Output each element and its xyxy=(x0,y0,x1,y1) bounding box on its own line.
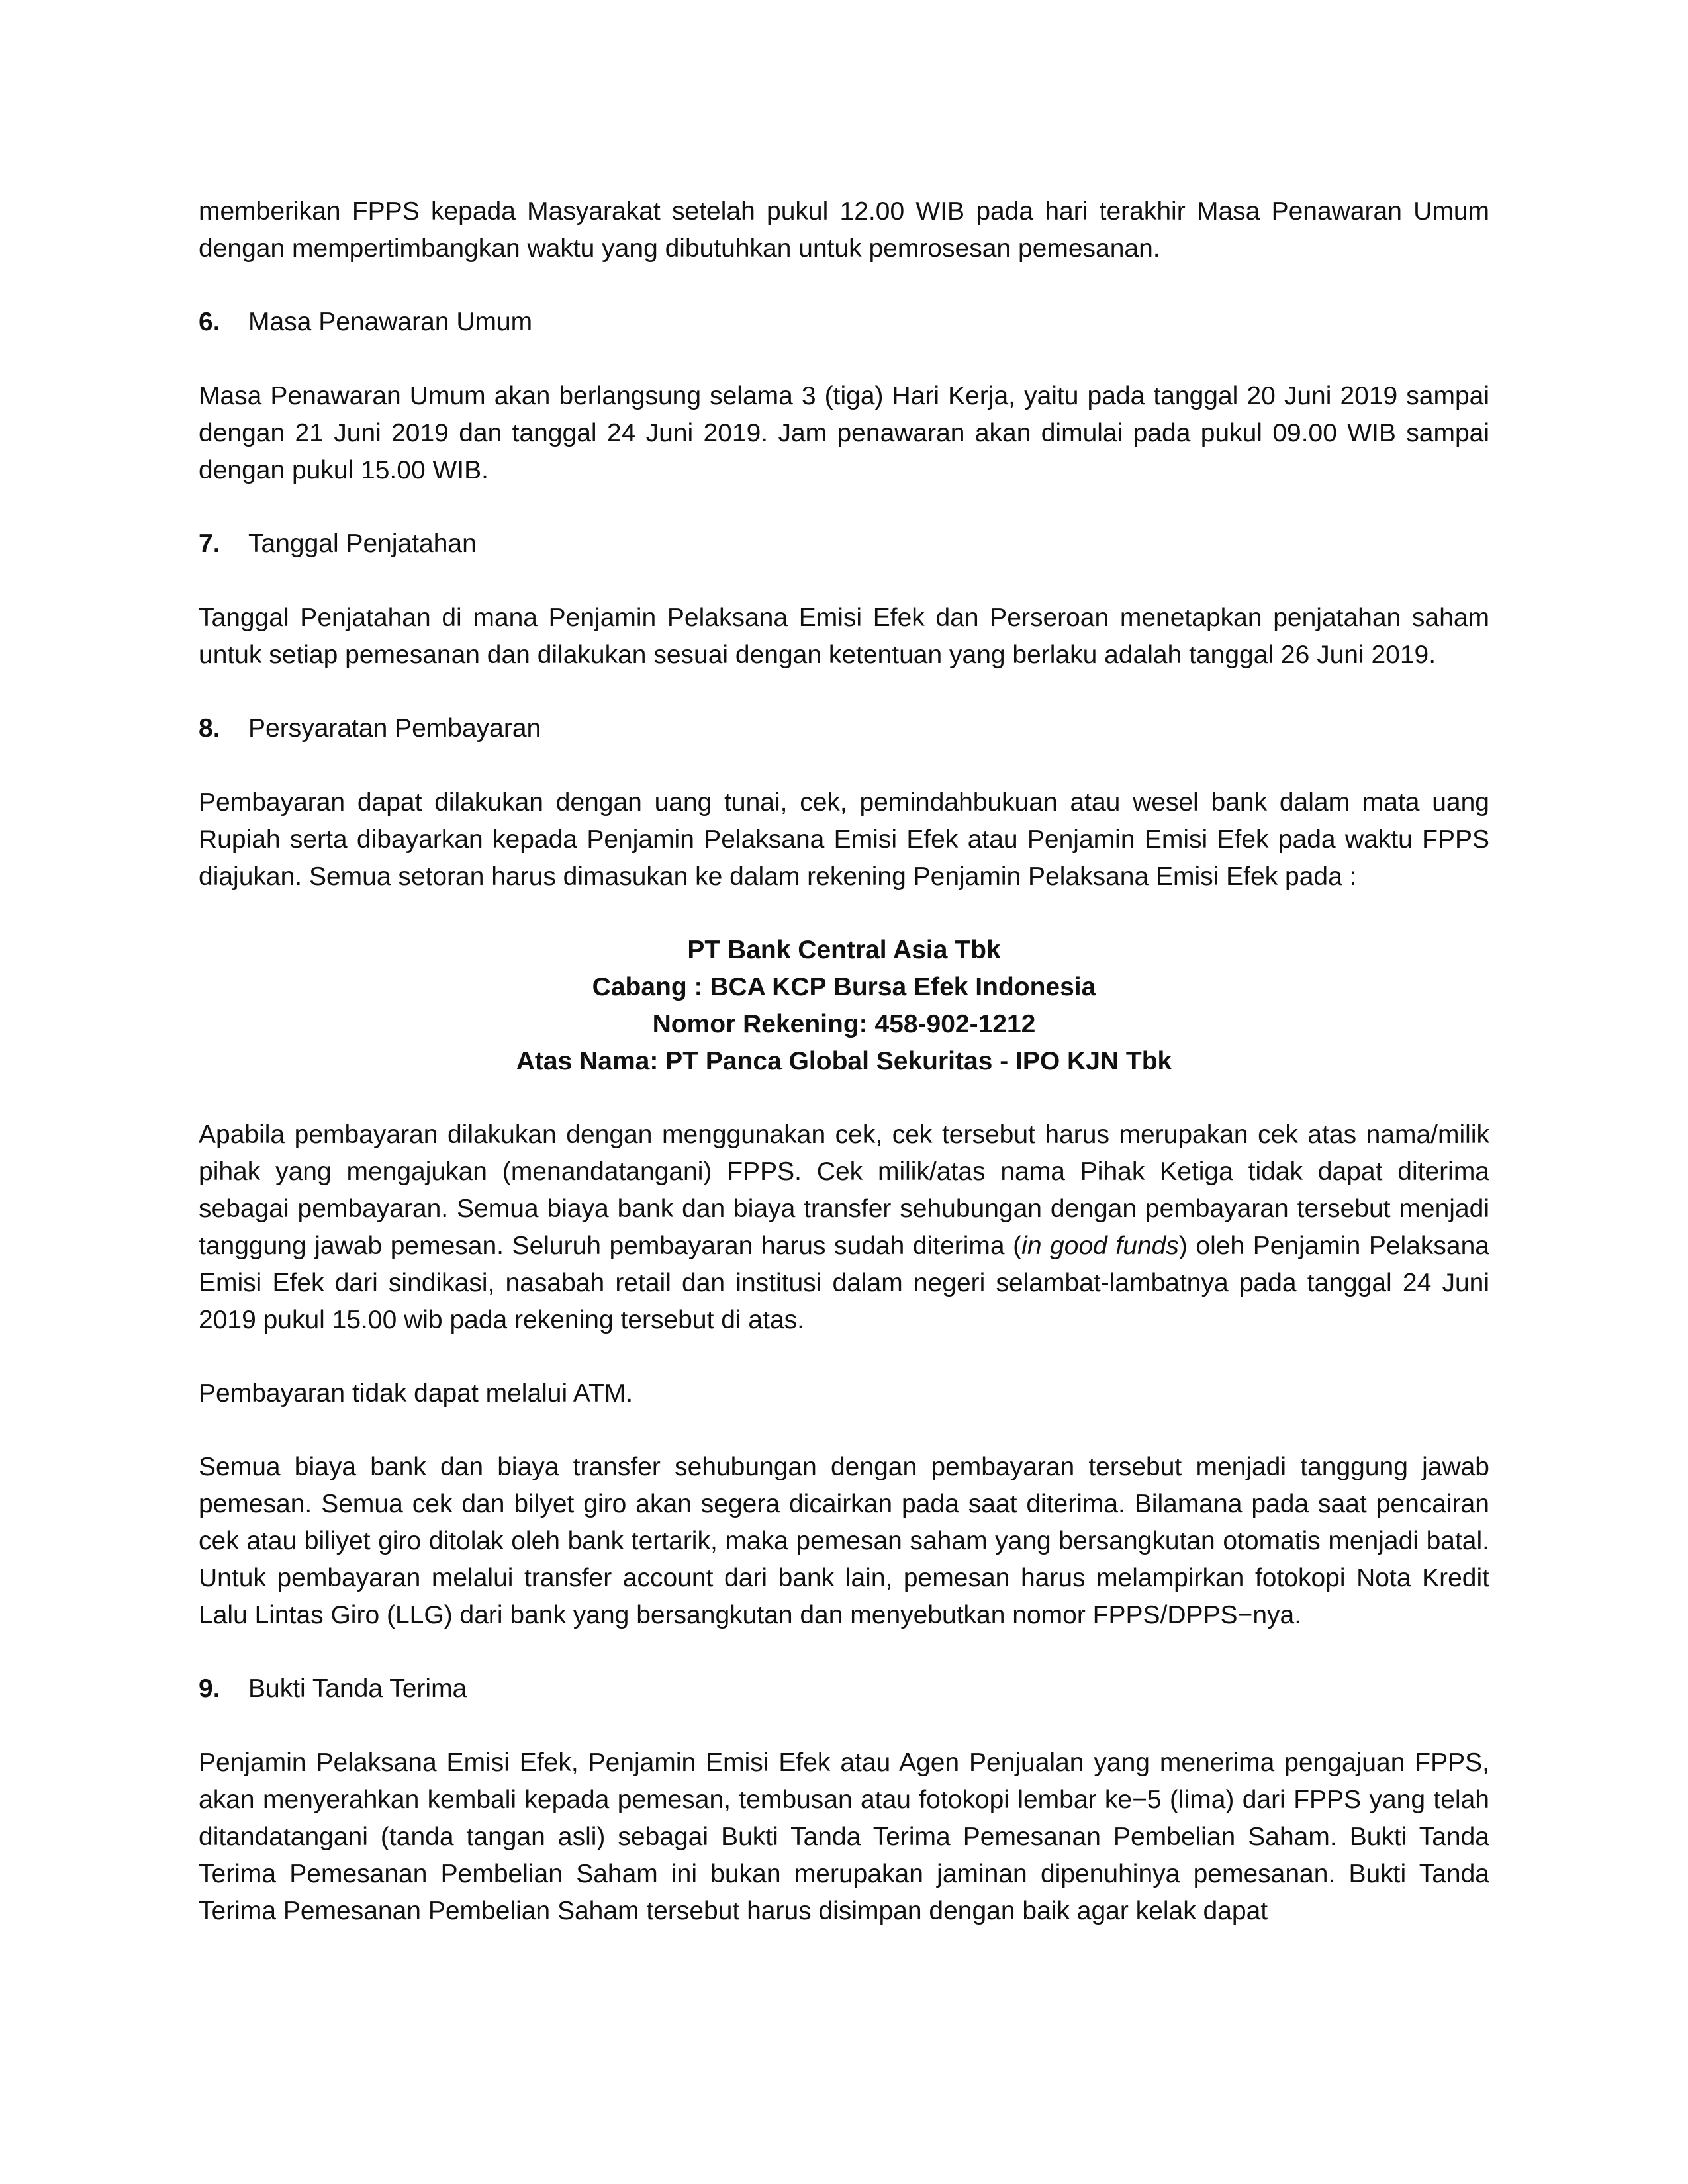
section-8-title: Persyaratan Pembayaran xyxy=(248,714,541,743)
intro-paragraph: memberikan FPPS kepada Masyarakat setelah pukul 12.00 WIB pada hari terakhir Masa Penawaran Umum dengan mempertimbangkan waktu yang dibutuhkan untuk pemrosesan pemesanan. xyxy=(199,197,1489,263)
atm-paragraph: Pembayaran tidak dapat melalui ATM. xyxy=(199,1379,633,1408)
section-7-body: Tanggal Penjatahan di mana Penjamin Pelaksana Emisi Efek dan Perseroan menetapkan penjatahan saham untuk setiap pemesanan dan dilakukan sesuai dengan ketentuan yang berlaku adalah tanggal 26 Juni 2019. xyxy=(199,604,1489,669)
fees-paragraph: Semua biaya bank dan biaya transfer sehubungan dengan pembayaran tersebut menjadi tanggung jawab pemesan. Semua cek dan bilyet giro akan segera dicairkan pada saat diterima. Bilamana pada saat pencairan cek atau biliyet giro ditolak oleh bank tertarik, maka pemesan saham yang bersangkutan otomatis menjadi batal. Untuk pembayaran melalui transfer account dari bank lain, pemesan harus melampirkan fotokopi Nota Kredit Lalu Lintas Giro (LLG) dari bank yang bersangkutan dan menyebutkan nomor FPPS/DPPS−nya. xyxy=(199,1453,1489,1629)
cheque-text-italic: in good funds xyxy=(1021,1232,1179,1260)
section-7-title: Tanggal Penjatahan xyxy=(248,529,477,558)
section-8-number: 8. xyxy=(199,714,220,743)
section-9-number: 9. xyxy=(199,1674,220,1703)
section-6-number: 6. xyxy=(199,308,220,336)
section-6-title: Masa Penawaran Umum xyxy=(248,308,533,336)
section-9-title: Bukti Tanda Terima xyxy=(248,1674,467,1703)
bank-account-number: Nomor Rekening: 458-902-1212 xyxy=(652,1010,1036,1038)
bank-account-block xyxy=(199,932,1489,1080)
section-6-heading xyxy=(199,304,1489,341)
cheque-text-after: ) oleh Penjamin Pelaksana Emisi Efek dari sindikasi, nasabah retail dan institusi dalam negeri selambat-lambatnya pada tanggal 24 Juni 2019 pukul 15.00 wib pada rekening tersebut di atas. xyxy=(199,1232,1489,1334)
section-9-body: Penjamin Pelaksana Emisi Efek, Penjamin Emisi Efek atau Agen Penjualan yang menerima pengajuan FPPS, akan menyerahkan kembali kepada pemesan, tembusan atau fotokopi lembar ke−5 (lima) dari FPPS yang telah ditandatangani (tanda tangan asli) sebagai Bukti Tanda Terima Pemesanan Pembelian Saham. Bukti Tanda Terima Pemesanan Pembelian Saham ini bukan merupakan jaminan dipenuhinya pemesanan. Bukti Tanda Terima Pemesanan Pembelian Saham tersebut harus disimpan dengan baik agar kelak dapat xyxy=(199,1749,1489,1925)
bank-branch: Cabang : BCA KCP Bursa Efek Indonesia xyxy=(592,973,1096,1001)
bank-account-holder: Atas Nama: PT Panca Global Sekuritas - IPO KJN Tbk xyxy=(516,1047,1172,1075)
section-7-number: 7. xyxy=(199,529,220,558)
section-9-heading xyxy=(199,1670,1489,1707)
section-6-body: Masa Penawaran Umum akan berlangsung selama 3 (tiga) Hari Kerja, yaitu pada tanggal 20 Juni 2019 sampai dengan 21 Juni 2019 dan tanggal 24 Juni 2019. Jam penawaran akan dimulai pada pukul 09.00 WIB sampai dengan pukul 15.00 WIB. xyxy=(199,382,1489,484)
bank-name: PT Bank Central Asia Tbk xyxy=(687,936,1001,964)
section-8-heading xyxy=(199,710,1489,747)
cheque-paragraph xyxy=(199,1116,1489,1339)
cheque-text-before: Apabila pembayaran dilakukan dengan menggunakan cek, cek tersebut harus merupakan cek atas nama/milik pihak yang mengajukan (menandatangani) FPPS. Cek milik/atas nama Pihak Ketiga tidak dapat diterima sebagai pembayaran. Semua biaya bank dan biaya transfer sehubungan dengan pembayaran tersebut menjadi tanggung jawab pemesan. Seluruh pembayaran harus sudah diterima ( xyxy=(199,1120,1489,1260)
section-7-heading xyxy=(199,525,1489,563)
section-8-body: Pembayaran dapat dilakukan dengan uang tunai, cek, pemindahbukuan atau wesel bank dalam mata uang Rupiah serta dibayarkan kepada Penjamin Pelaksana Emisi Efek atau Penjamin Emisi Efek pada waktu FPPS diajukan. Semua setoran harus dimasukan ke dalam rekening Penjamin Pelaksana Emisi Efek pada : xyxy=(199,788,1489,891)
